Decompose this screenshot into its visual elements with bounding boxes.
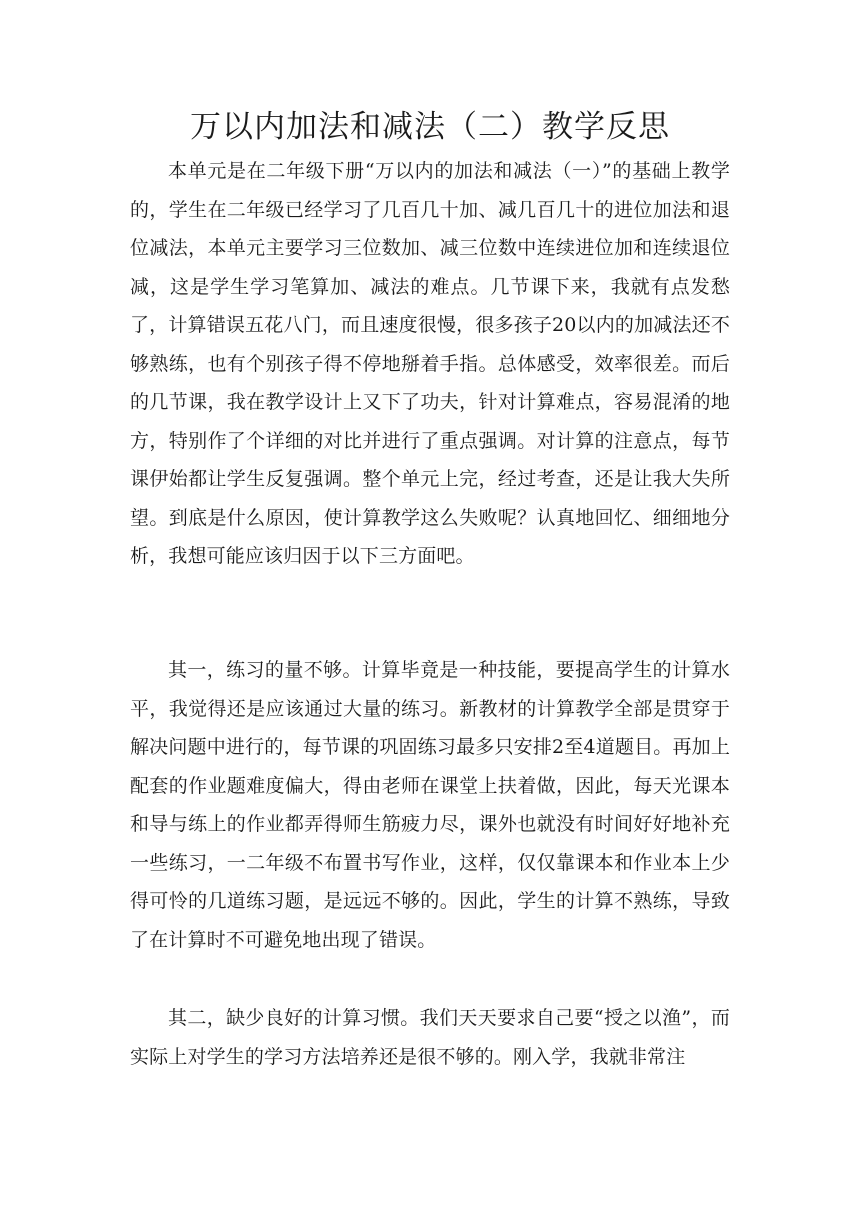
- paragraph-reason-one: 其一，练习的量不够。计算毕竟是一种技能，要提高学生的计算水平，我觉得还是应该通过大量的练习。新教材的计算教学全部是贯穿于解决问题中进行的，每节课的巩固练习最多只安排2至4道题目。再加上配套的作业题难度偏大，得由老师在课堂上扶着做，因此，每天光课本和导与练上的作业都弄得师生筋疲力尽，课外也就没有时间好好地补充一些练习，一二年级不布置书写作业，这样，仅仅靠课本和作业本上少得可怜的几道练习题，是远远不够的。因此，学生的计算不熟练，导致了在计算时不可避免地出现了错误。: [130, 659, 730, 951]
- document-title: 万以内加法和减法（二）教学反思: [190, 109, 670, 145]
- paragraph-intro: 本单元是在二年级下册“万以内的加法和减法（一）”的基础上教学的，学生在二年级已经学习了几百几十加、减几百几十的进位加法和退位减法，本单元主要学习三位数加、减三位数中连续进位加和连续退位减，这是学生学习笔算加、减法的难点。几节课下来，我就有点发愁了，计算错误五花八门，而且速度很慢，很多孩子20以内的加减法还不够熟练，也有个别孩子得不停地掰着手指。总体感受，效率很差。而后的几节课，我在教学设计上又下了功夫，针对计算难点，容易混淆的地方，特别作了个详细的对比并进行了重点强调。对计算的注意点，每节课伊始都让学生反复强调。整个单元上完，经过考查，还是让我大失所望。到底是什么原因，使计算教学这么失败呢？认真地回忆、细细地分析，我想可能应该归因于以下三方面吧。: [130, 160, 730, 567]
- paragraph-reason-two: 其二，缺少良好的计算习惯。我们天天要求自己要“授之以渔”，而实际上对学生的学习方法培养还是很不够的。刚入学，我就非常注: [130, 1007, 730, 1068]
